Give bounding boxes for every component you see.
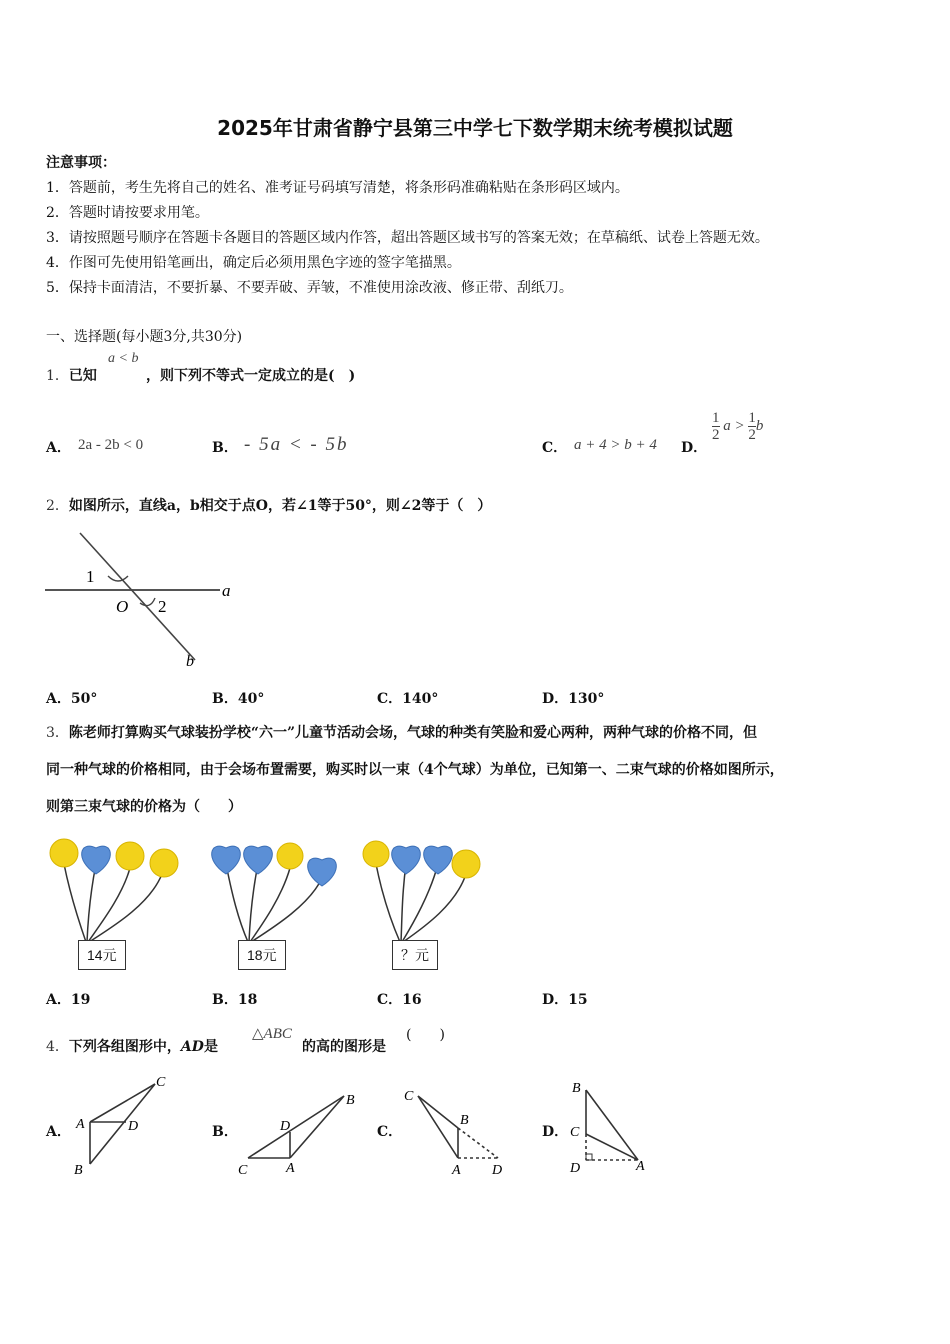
fraction-numerator: 1	[712, 410, 720, 426]
vertex-label: D	[280, 1119, 291, 1134]
question-text: 已知	[68, 368, 97, 384]
question-number: 1．	[46, 368, 69, 384]
vertex-label: A	[452, 1163, 461, 1178]
question-text: 的高的图形是	[302, 1039, 386, 1055]
q1-condition: a < b	[108, 351, 139, 366]
vertex-label: B	[74, 1163, 83, 1178]
heart-icon	[82, 846, 111, 874]
notice-heading: 注意事项：	[46, 155, 116, 171]
line-a-label: a	[222, 581, 231, 600]
option-label: A．	[46, 691, 71, 707]
vertex-label: D	[570, 1161, 581, 1176]
option-expression	[712, 410, 763, 443]
vertex-label: B	[460, 1113, 469, 1128]
section-heading: 一、选择题(每小题3分,共30分)	[46, 329, 243, 345]
point-o-label: O	[116, 597, 129, 616]
option-label: B．	[212, 691, 238, 707]
option-value: 50°	[70, 691, 98, 707]
option-value: 140°	[402, 691, 439, 707]
question-text: 如图所示，直线a，b相交于点O，若∠1等于50°，则∠2等于（ ）	[68, 498, 492, 514]
option-D[interactable]	[542, 989, 588, 1009]
option-C[interactable]	[377, 989, 422, 1009]
question-3	[46, 722, 757, 742]
notice-item: 4．作图可先使用铅笔画出，确定后必须用黑色字迹的签字笔描黑。	[46, 255, 461, 271]
option-value: 130°	[568, 691, 605, 707]
balloon-bunch-1	[44, 834, 194, 954]
question-text: 同一种气球的价格相同，由于会场布置需要，购买时以一束（4个气球）为单位，已知第一、二束气球的价格如图所示，	[46, 762, 784, 778]
question-text: ，则下列不等式一定成立的是( )	[146, 368, 356, 384]
smiley-icon	[50, 839, 78, 867]
option-label[interactable]: D．	[681, 440, 708, 456]
heart-icon	[424, 846, 453, 874]
option-value: 18	[237, 992, 258, 1008]
option-label: A．	[46, 992, 71, 1008]
vertex-label: C	[404, 1089, 414, 1104]
angle-1-arc	[108, 576, 128, 581]
segment-ad: AD	[180, 1039, 204, 1055]
question-2	[46, 495, 491, 515]
option-label[interactable]: A．	[46, 440, 71, 456]
question-text: 是	[203, 1039, 218, 1055]
notice-item: 1．答题前，考生先将自己的姓名、准考证号码填写清楚，将条形码准确粘贴在条形码区域内。	[46, 180, 629, 196]
question-number: 3．	[46, 725, 69, 741]
option-C[interactable]	[377, 688, 438, 708]
smiley-icon	[277, 843, 303, 869]
option-label[interactable]: C．	[542, 440, 568, 456]
fraction-numerator: 1	[748, 410, 756, 426]
page-title: 2025年甘肃省静宁县第三中学七下数学期末统考模拟试题	[217, 116, 733, 140]
question-text: 下列各组图形中，	[68, 1039, 181, 1055]
notice-item: 2．答题时请按要求用笔。	[46, 205, 209, 221]
heart-icon	[308, 858, 337, 886]
option-label: D．	[542, 691, 569, 707]
option-expression: 2a - 2b < 0	[78, 437, 144, 453]
option-expression: - 5a < - 5b	[244, 434, 349, 455]
vertex-label: B	[346, 1093, 355, 1108]
option-label: D．	[542, 992, 569, 1008]
vertex-label: A	[636, 1159, 645, 1174]
triangle-abc: △ABC	[252, 1026, 292, 1042]
option-label: B．	[212, 992, 238, 1008]
notice-item: 3．请按照题号顺序在答题卡各题目的答题区域内作答，超出答题区域书写的答案无效；在草稿纸、试卷上答题无效。	[46, 230, 769, 246]
question-4	[46, 1036, 218, 1056]
price-tag: 18元	[238, 940, 286, 970]
price-tag: ？元	[392, 940, 438, 970]
smiley-icon	[452, 850, 480, 878]
intersecting-lines-figure	[40, 528, 240, 673]
question-number: 4．	[46, 1039, 69, 1055]
triangle-figure-d	[566, 1072, 656, 1180]
option-label[interactable]: D．	[542, 1124, 569, 1140]
option-value: 40°	[237, 691, 265, 707]
vertex-label: C	[570, 1125, 580, 1140]
expression-end: b	[755, 417, 764, 434]
triangle-figure-b	[232, 1086, 368, 1180]
vertex-label: C	[238, 1163, 248, 1178]
triangle-figure-a	[70, 1072, 180, 1180]
option-label[interactable]: B．	[212, 440, 238, 456]
option-label: C．	[377, 992, 403, 1008]
notice-item: 5．保持卡面清洁，不要折暴、不要弄破、弄皱，不准使用涂改液、修正带、刮纸刀。	[46, 280, 573, 296]
vertex-label: A	[286, 1161, 295, 1176]
line-b	[80, 533, 195, 660]
heart-icon	[392, 846, 421, 874]
option-A[interactable]	[46, 989, 90, 1009]
option-expression: a + 4 > b + 4	[574, 437, 657, 453]
question-text: 陈老师打算购买气球装扮学校“六一”儿童节活动会场，气球的种类有笑脸和爱心两种，两种气球的价格不同，但	[68, 725, 758, 741]
line-b-label: b	[186, 653, 194, 670]
option-label[interactable]: B．	[212, 1124, 238, 1140]
vertex-label: D	[492, 1163, 503, 1178]
fraction-denominator: 2	[748, 427, 756, 443]
smiley-icon	[116, 842, 144, 870]
angle-2-label: 2	[158, 597, 167, 616]
option-label[interactable]: A．	[46, 1124, 71, 1140]
smiley-icon	[363, 841, 389, 867]
option-value: 19	[70, 992, 91, 1008]
option-label[interactable]: C．	[377, 1124, 403, 1140]
vertex-label: C	[156, 1075, 166, 1090]
option-D[interactable]	[542, 688, 604, 708]
option-value: 16	[402, 992, 422, 1008]
answer-paren: ( )	[406, 1027, 445, 1043]
option-B[interactable]	[212, 989, 257, 1009]
vertex-label: B	[572, 1081, 581, 1096]
vertex-label: D	[128, 1119, 139, 1134]
vertex-label: A	[76, 1117, 85, 1132]
option-value: 15	[568, 992, 588, 1008]
option-label: C．	[377, 691, 403, 707]
question-text: 则第三束气球的价格为（ ）	[46, 799, 242, 815]
question-number: 2．	[46, 498, 69, 514]
expression-middle: a >	[723, 417, 745, 434]
question-1	[46, 365, 97, 385]
angle-1-label: 1	[86, 567, 95, 586]
price-tag: 14元	[78, 940, 126, 970]
option-A[interactable]	[46, 688, 97, 708]
heart-icon	[244, 846, 273, 874]
triangle-figure-c	[400, 1082, 510, 1178]
heart-icon	[212, 846, 241, 874]
balloon-bunch-3	[362, 834, 492, 954]
smiley-icon	[150, 849, 178, 877]
fraction-denominator: 2	[712, 427, 720, 443]
option-B[interactable]	[212, 688, 264, 708]
balloon-bunch-2	[204, 834, 354, 954]
